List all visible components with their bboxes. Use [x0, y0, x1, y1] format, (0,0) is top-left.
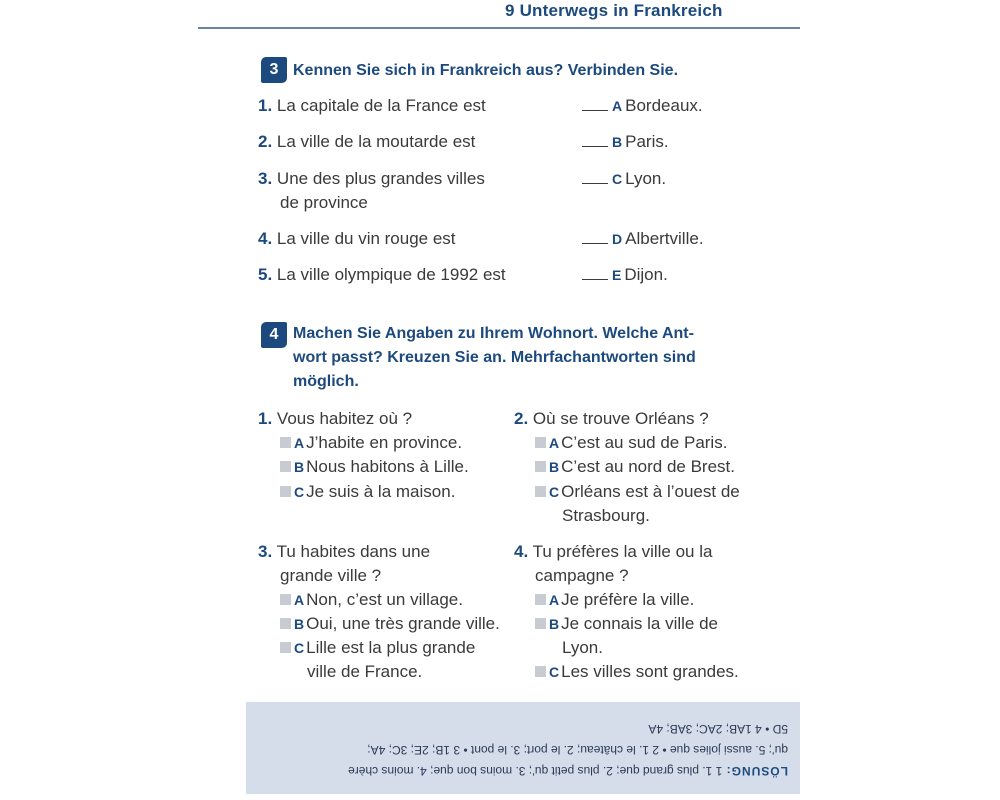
ex4-q2-option-a: A C’est au sud de Paris. — [535, 431, 727, 455]
solution-line-2: qu’; 5. aussi jolies que • 2 1. le château; 2. le port; 3. le pont • 3 1B; 2E; 3C; 4A; — [367, 743, 788, 757]
ex4-question-1: 1. Vous habitez où ? — [258, 409, 413, 428]
solution-line-3: 5D • 4 1AB; 2AC; 3AB; 4A — [648, 722, 788, 736]
exercise-4-badge: 4 — [261, 322, 287, 348]
question-text: La capitale de la France est — [276, 96, 486, 115]
checkbox[interactable] — [535, 666, 546, 677]
question-number: 4. — [258, 229, 273, 248]
ex3-question-2 — [258, 130, 475, 154]
checkbox[interactable] — [535, 461, 546, 472]
question-number: 3. — [258, 169, 273, 188]
checkbox[interactable] — [535, 594, 546, 605]
checkbox[interactable] — [535, 437, 546, 448]
ex4-q3-option-a: A Non, c’est un village. — [280, 588, 463, 612]
chapter-title: 9 Unterwegs in Frankreich — [505, 1, 723, 20]
checkbox[interactable] — [535, 618, 546, 629]
ex4-q4-option-a: A Je préfère la ville. — [535, 588, 694, 612]
question-number: 5. — [258, 265, 273, 284]
checkbox[interactable] — [280, 594, 291, 605]
ex3-question-3-cont: de province — [280, 193, 368, 212]
ex4-q4-option-b-cont: Lyon. — [562, 638, 603, 657]
ex3-answer-e: E Dijon. — [582, 263, 668, 287]
exercise-3-title: Kennen Sie sich in Frankreich aus? Verbinden Sie. — [293, 62, 679, 79]
question-text: La ville du vin rouge est — [276, 229, 456, 248]
ex3-answer-a: A Bordeaux. — [582, 94, 703, 118]
ex3-question-1 — [258, 94, 486, 118]
checkbox[interactable] — [280, 437, 291, 448]
checkbox[interactable] — [280, 461, 291, 472]
ex4-q1-option-a: A J’habite en province. — [280, 431, 462, 455]
exercise-4-title-line-1: Machen Sie Angaben zu Ihrem Wohnort. Welche Ant- — [293, 325, 694, 342]
answer-blank[interactable] — [582, 96, 608, 111]
checkbox[interactable] — [280, 642, 291, 653]
question-text: La ville olympique de 1992 est — [276, 265, 506, 284]
ex4-q4-option-c: C Les villes sont grandes. — [535, 660, 739, 684]
question-number: 2. — [258, 132, 273, 151]
ex4-question-4: 4. Tu préfères la ville ou la — [514, 542, 713, 561]
ex4-q3-option-c: C Lille est la plus grande — [280, 636, 475, 660]
answer-blank[interactable] — [582, 169, 608, 184]
ex3-question-4 — [258, 227, 456, 251]
ex4-q2-option-c-cont: Strasbourg. — [562, 506, 650, 525]
checkbox[interactable] — [280, 618, 291, 629]
ex4-question-4-cont: campagne ? — [535, 566, 629, 585]
exercise-4-title-line-2: wort passt? Kreuzen Sie an. Mehrfachantworten sind — [293, 349, 696, 366]
exercise-3-badge: 3 — [261, 57, 287, 83]
ex3-answer-c: C Lyon. — [582, 167, 666, 191]
ex3-answer-b: B Paris. — [582, 130, 669, 154]
checkbox[interactable] — [280, 486, 291, 497]
solution-box — [246, 702, 800, 794]
ex4-q2-option-c: C Orléans est à l’ouest de — [535, 480, 740, 504]
ex4-question-3: 3. Tu habites dans une — [258, 542, 431, 561]
ex3-question-3 — [258, 167, 485, 191]
answer-blank[interactable] — [582, 229, 608, 244]
solution-line-1: LÖSUNG: 1 1. plus grand que; 2. plus petit qu’; 3. moins bon que; 4. moins chère — [348, 764, 788, 778]
ex3-answer-d: D Albertville. — [582, 227, 704, 251]
ex4-q2-option-b: B C’est au nord de Brest. — [535, 455, 735, 479]
header-divider — [198, 27, 800, 29]
exercise-4-title-line-3: möglich. — [293, 373, 359, 390]
question-text: Une des plus grandes villes — [276, 169, 485, 188]
ex3-question-5 — [258, 263, 506, 287]
answer-blank[interactable] — [582, 265, 608, 280]
answer-blank[interactable] — [582, 132, 608, 147]
ex4-question-3-cont: grande ville ? — [280, 566, 382, 585]
ex4-q1-option-c: C Je suis à la maison. — [280, 480, 455, 504]
question-number: 1. — [258, 96, 273, 115]
question-text: La ville de la moutarde est — [276, 132, 476, 151]
ex4-q4-option-b: B Je connais la ville de — [535, 612, 718, 636]
solution-text — [260, 718, 788, 781]
ex4-q1-option-b: B Nous habitons à Lille. — [280, 455, 469, 479]
ex4-q3-option-c-cont: ville de France. — [307, 662, 423, 681]
ex4-q3-option-b: B Oui, une très grande ville. — [280, 612, 500, 636]
checkbox[interactable] — [535, 486, 546, 497]
ex4-question-2: 2. Où se trouve Orléans ? — [514, 409, 709, 428]
